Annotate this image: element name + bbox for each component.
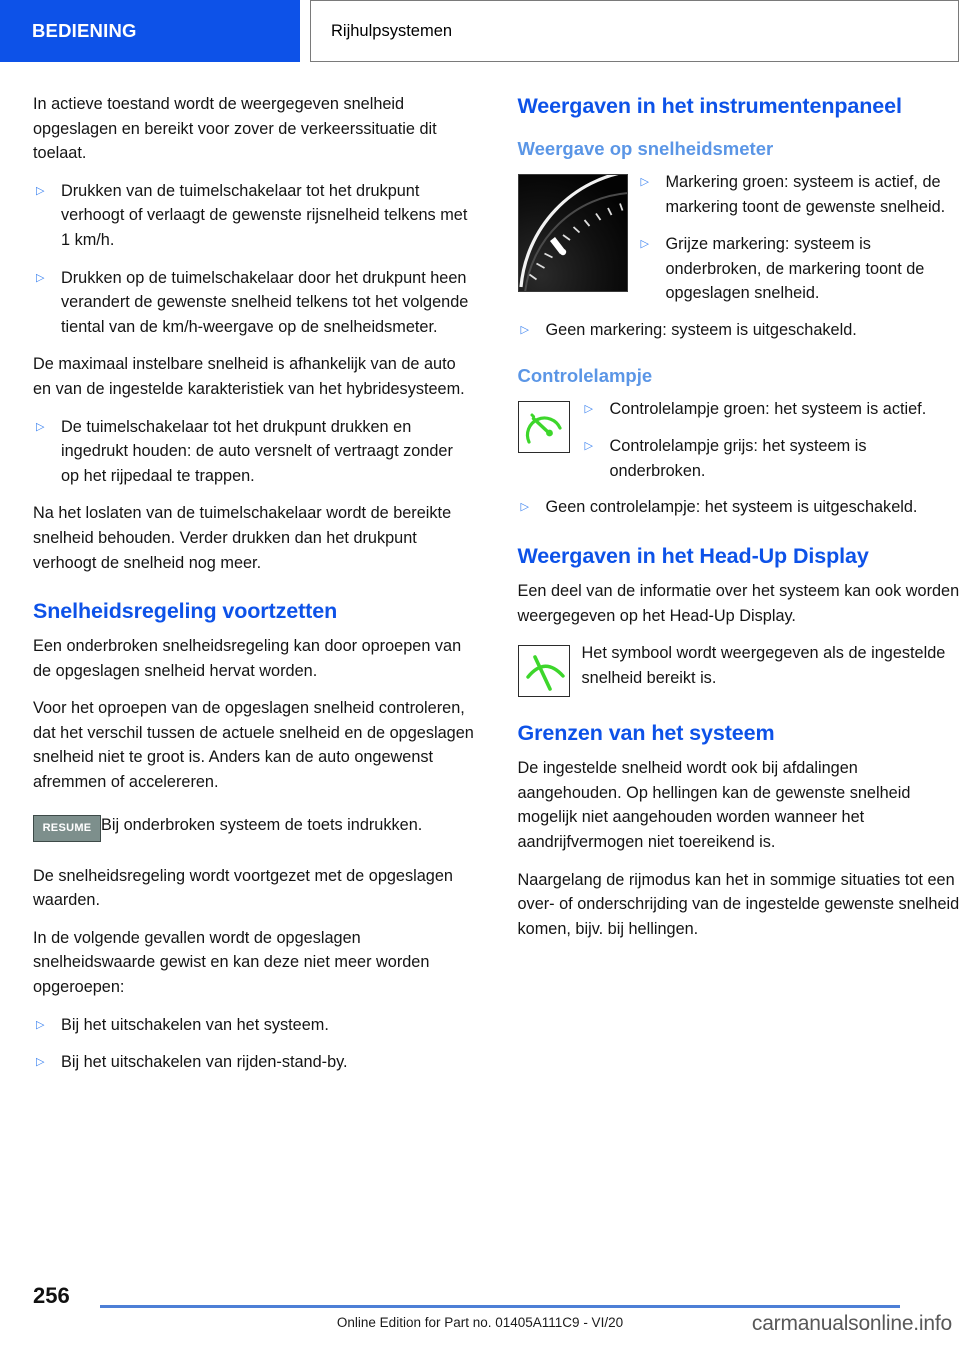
- telltale-figure-cell: [518, 397, 582, 453]
- heading-snelheidsregeling-voortzetten: Snelheidsregeling voortzetten: [33, 599, 338, 624]
- list-item: [33, 1013, 476, 1038]
- bullet-triangle-icon: ▷: [520, 323, 529, 336]
- paragraph: De ingestelde snelheid wordt ook bij afdalingen aangehouden. Op hellingen kan de gewenste snelheid mogelijk niet aangehouden worden wanneer het aandrijfvermogen niet toereikend is.: [517, 759, 911, 851]
- hud-figure-cell: [518, 641, 582, 697]
- header-chapter-label: BEDIENING: [0, 0, 300, 62]
- list-item-text: De tuimelschakelaar tot het drukpunt drukken en ingedrukt houden: de auto versnelt of vertraagt zonder op het rijpedaal te trappen.: [61, 417, 453, 485]
- list-item-note: Na het loslaten van de tuimelschakelaar wordt de bereikte snelheid behouden. Verder drukken dan het drukpunt verhoogt de snelheid nog meer.: [33, 504, 452, 572]
- site-watermark: carmanualsonline.info: [751, 1312, 952, 1335]
- bullet-triangle-icon: ▷: [36, 184, 45, 197]
- edition-note: Online Edition for Part no. 01405A111C9 - VI/20: [336, 1315, 624, 1330]
- bullet-triangle-icon: ▷: [584, 440, 593, 453]
- list-item-text: Markering groen: systeem is actief, de markering toont de gewenste snelheid.: [665, 173, 946, 216]
- intro-paragraph: In actieve toestand wordt de weergegeven snelheid opgeslagen en bereikt voor zover de verkeerssituatie dit toelaat.: [33, 95, 437, 163]
- list-item-text: Drukken van de tuimelschakelaar tot het drukpunt verhoogt of verlaagt de gewenste rijsnelheid telkens met 1 km/h.: [61, 181, 468, 249]
- paragraph: Naargelang de rijmodus kan het in sommige situaties tot een over- of onderschrijding van de ingestelde gewenste snelheid komen, bijv. bij hellingen.: [517, 870, 960, 938]
- paragraph: Voor het oproepen van de opgeslagen snelheid controleren, dat het verschil tussen de actuele snelheid en de opgeslagen snelheid niet te groot is. Anders kan de auto ongewenst afremmen of accelereren.: [33, 699, 474, 792]
- speedometer-figure-row: [518, 170, 960, 306]
- heading-weergaven-instrumentenpaneel: Weergaven in het instrumentenpaneel: [517, 94, 902, 118]
- list-item-text: Bij het uitschakelen van rijden-stand-by.: [61, 1053, 348, 1072]
- footer-divider: [100, 1305, 900, 1308]
- paragraph: In de volgende gevallen wordt de opgeslagen snelheidswaarde gewist en kan deze niet meer worden opgeroepen:: [33, 928, 430, 997]
- bullet-triangle-icon: ▷: [640, 238, 649, 251]
- bullet-triangle-icon: ▷: [584, 402, 593, 415]
- bullet-triangle-icon: ▷: [520, 501, 529, 514]
- list-item-text: Controlelampje grijs: het systeem is onderbroken.: [609, 437, 867, 480]
- list-item: [638, 170, 960, 219]
- speedometer-figure-cell: [518, 170, 638, 292]
- list-item-text: Grijze markering: systeem is onderbroken, de markering toont de opgeslagen snelheid.: [665, 235, 925, 303]
- heading-grenzen-van-het-systeem: Grenzen van het systeem: [517, 721, 775, 746]
- page-header: [0, 0, 960, 62]
- hud-figure-row: [518, 641, 960, 697]
- list-item: [582, 397, 960, 422]
- bullet-triangle-icon: ▷: [36, 420, 45, 433]
- heading-weergaven-head-up-display: Weergaven in het Head-Up Display: [517, 543, 869, 568]
- bullet-triangle-icon: ▷: [640, 176, 649, 188]
- left-column: [33, 92, 476, 1088]
- gauge-green-icon: [518, 401, 570, 453]
- subheading-weergave-snelheidsmeter: Weergave op snelheidsmeter: [517, 138, 774, 159]
- list-item: [518, 318, 960, 343]
- list-item: [518, 495, 960, 520]
- list-item-text: Bij het uitschakelen van het systeem.: [61, 1015, 329, 1034]
- page-number: 256: [33, 1283, 70, 1308]
- bullet-triangle-icon: ▷: [36, 271, 45, 284]
- resume-key-row: [33, 813, 476, 842]
- header-section-label: Rijhulpsystemen: [310, 0, 959, 62]
- list-item: [33, 415, 476, 489]
- telltale-figure-row: [518, 397, 960, 484]
- list-item-text: Drukken op de tuimelschakelaar door het drukpunt heen verandert de gewenste snelheid telkens tot het volgende tiental van de km/h-weergave op de snelheidsmeter.: [61, 268, 469, 336]
- speedometer-bullets: [638, 170, 960, 306]
- list-item: [33, 179, 476, 253]
- paragraph: Een deel van de informatie over het systeem kan ook worden weergegeven op het Head-Up Display.: [517, 581, 960, 625]
- telltale-bullets: [582, 397, 960, 484]
- resume-key-description: Bij onderbroken systeem de toets indrukken.: [101, 815, 423, 834]
- bullet-triangle-icon: ▷: [36, 1018, 45, 1031]
- list-item: [582, 434, 960, 483]
- list-item-text: Geen markering: systeem is uitgeschakeld.: [545, 320, 857, 339]
- hud-speed-green-icon: [518, 645, 570, 697]
- list-item-text: Geen controlelampje: het systeem is uitgeschakeld.: [545, 498, 918, 517]
- resume-button-key[interactable]: RESUME: [33, 815, 101, 842]
- speedometer-photo: [518, 174, 628, 292]
- right-column: [518, 92, 960, 1088]
- content-columns: [0, 92, 960, 1088]
- list-item-note: De maximaal instelbare snelheid is afhankelijk van de auto en van de ingestelde karakteristiek van het hybridesysteem.: [33, 355, 465, 398]
- paragraph: De snelheidsregeling wordt voortgezet met de opgeslagen waarden.: [33, 866, 453, 910]
- list-item: [33, 266, 476, 340]
- bullet-triangle-icon: ▷: [36, 1056, 45, 1069]
- page-footer: [0, 1267, 960, 1362]
- subheading-controlelampje: Controlelampje: [517, 364, 653, 386]
- hud-symbol-description: Het symbool wordt weergegeven als de ingestelde snelheid bereikt is.: [581, 644, 946, 687]
- list-item: [638, 232, 960, 306]
- list-item-text: Controlelampje groen: het systeem is actief.: [609, 399, 927, 418]
- hud-symbol-text-cell: [582, 641, 960, 690]
- list-item: [33, 1050, 476, 1075]
- paragraph: Een onderbroken snelheidsregeling kan door oproepen van de opgeslagen snelheid hervat worden.: [33, 637, 462, 680]
